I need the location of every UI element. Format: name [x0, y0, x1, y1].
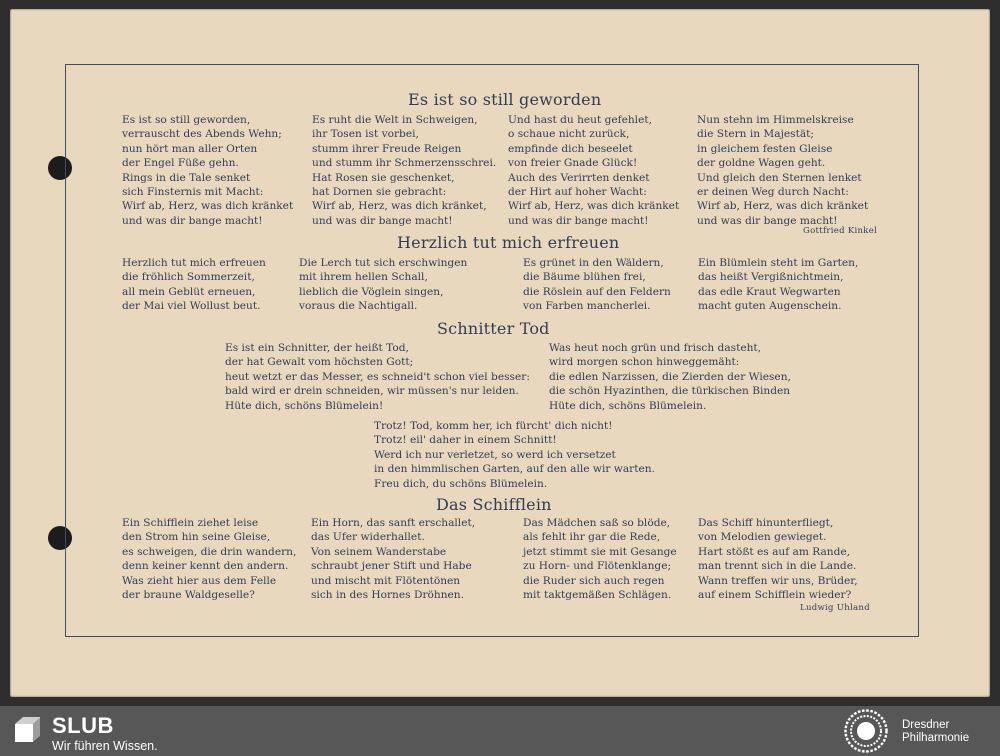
slub-tagline: Wir führen Wissen.: [52, 739, 158, 753]
slub-name[interactable]: SLUB: [52, 713, 114, 738]
poem-stanza: Was heut noch grün und frisch dasteht, wird morgen schon hinweggemäht: die edlen Narzissen, die Zierden der Wiesen, die schön Hyazinthen, die türkischen Binden Hüte dich, schöns Blümelein.: [549, 342, 791, 412]
poem-stanza: Das Mädchen saß so blöde, als fehlt ihr gar die Rede, jetzt stimmt sie mit Gesange zu Horn- und Flötenklange; die Ruder sich auch regen mit taktgemäßen Schlägen.: [523, 517, 677, 602]
poem-author: Ludwig Uhland: [800, 603, 870, 613]
poem-stanza: Das Schiff hinunterfliegt, von Melodien gewieget. Hart stößt es auf am Rande, man trennt sich in die Lande. Wann treffen wir uns, Brüder, auf einem Schifflein wieder?: [698, 517, 858, 602]
footer-bar: [0, 706, 1000, 756]
philharmonie-name[interactable]: Dresdner Philharmonie: [902, 719, 970, 744]
philharmonie-logo-icon[interactable]: [844, 709, 888, 753]
poem-stanza: Und hast du heut gefehlet, o schaue nicht zurück, empfinde dich beseelet von freier Gnade Glück! Auch des Verirrten denket der Hirt auf hoher Wacht: Wirf ab, Herz, was dich kränket und was dir bange macht!: [508, 114, 680, 227]
poem-stanza: Nun stehn im Himmelskreise die Stern in Majestät; in gleichem festen Gleise der goldne Wagen geht. Und gleich den Sternen lenket er deinen Weg durch Nacht: Wirf ab, Herz, was dich kränket und was dir bange macht!: [697, 114, 869, 227]
poem-author: Gottfried Kinkel: [803, 226, 878, 236]
poem-stanza: Es ist ein Schnitter, der heißt Tod, der hat Gewalt vom höchsten Gott; heut wetzt er das Messer, es schneid't schon viel besser: bald wird er drein schneiden, wir müssen's nur leiden. Hüte dich, schöns Blümelein!: [225, 342, 530, 412]
poem-title: Schnitter Tod: [437, 319, 550, 338]
slub-logo-icon[interactable]: [12, 716, 40, 742]
poem-title: Das Schifflein: [436, 495, 552, 514]
poem-stanza: Herzlich tut mich erfreuen die fröhlich Sommerzeit, all mein Geblüt erneuen, der Mai viel Wollust beut.: [122, 257, 266, 313]
poem-title: Es ist so still geworden: [408, 90, 602, 109]
poem-stanza: Die Lerch tut sich erschwingen mit ihrem hellen Schall, lieblich die Vöglein singen, voraus die Nachtigall.: [299, 257, 468, 313]
poem-stanza: Es ist so still geworden, verrauscht des Abends Wehn; nun hört man aller Orten der Engel Füße gehn. Rings in die Tale senket sich Finsternis mit Macht: Wirf ab, Herz, was dich kränket und was dir bange macht!: [122, 114, 294, 227]
poem-stanza: Ein Schifflein ziehet leise den Strom hin seine Gleise, es schweigen, die drin wandern, denn keiner kennt den andern. Was zieht hier aus dem Felle der braune Waldgeselle?: [122, 517, 297, 602]
poem-stanza: Ein Blümlein steht im Garten, das heißt Vergißnichtmein, das edle Kraut Wegwarten macht guten Augenschein.: [698, 257, 859, 313]
poem-stanza: Ein Horn, das sanft erschallet, das Ufer widerhallet. Von seinem Wanderstabe schraubt jener Stift und Habe und mischt mit Flötentönen sich in des Hornes Dröhnen.: [311, 517, 476, 602]
poem-stanza: Es ruht die Welt in Schweigen, ihr Tosen ist vorbei, stumm ihrer Freude Reigen und stumm ihr Schmerzensschrei. Hat Rosen sie geschenket, hat Dornen sie gebracht: Wirf ab, Herz, was dich kränket, und was dir bange macht!: [312, 114, 497, 227]
poem-title: Herzlich tut mich erfreuen: [397, 233, 620, 252]
poem-closing-stanza: Trotz! Tod, komm her, ich fürcht' dich nicht! Trotz! eil' daher in einem Schnitt! Werd ich nur verletzet, so werd ich versetzet in den himmlischen Garten, auf den alle wir warten. Freu dich, du schöns Blümelein.: [374, 420, 655, 490]
poem-stanza: Es grünet in den Wäldern, die Bäume blühen frei, die Röslein auf den Feldern von Farben mancherlei.: [523, 257, 671, 313]
